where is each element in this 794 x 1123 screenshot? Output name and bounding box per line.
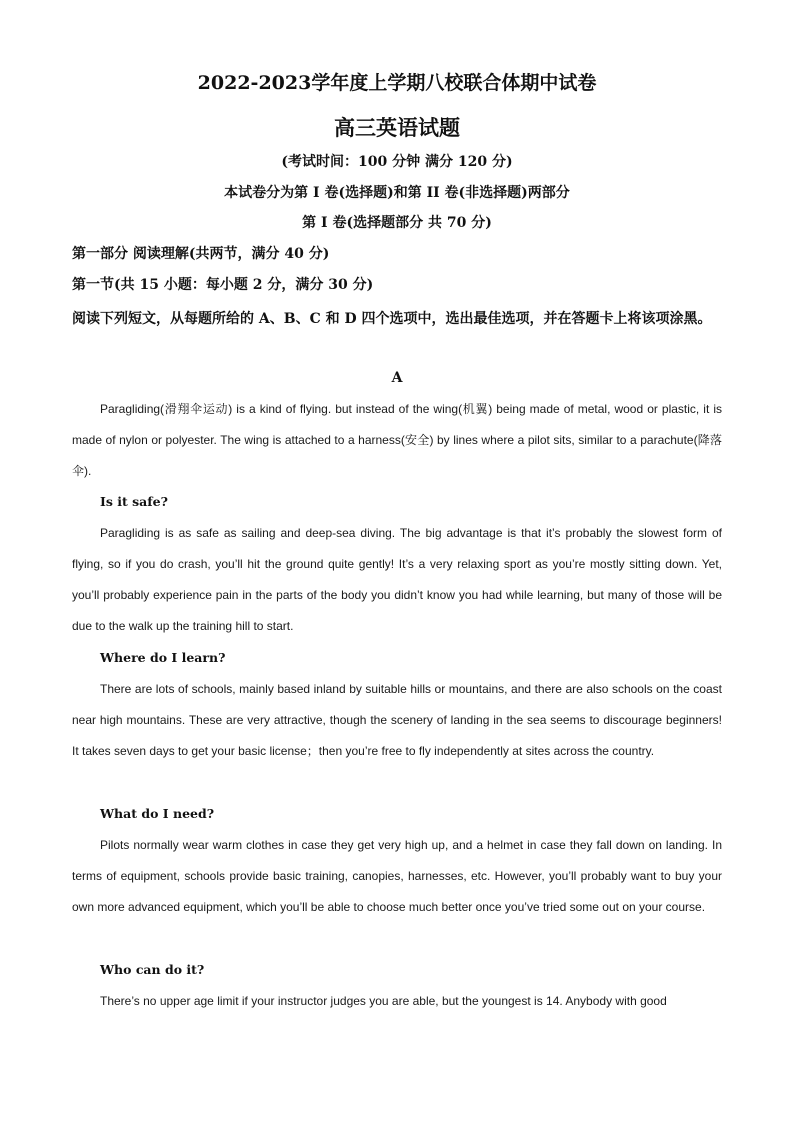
section-paragraph: There are lots of schools, mainly based inland by suitable hills or mountains, and there are also schools on the coast near high mountains. These are very attractive, though the scenery of landing in the sea seems to discourage beginners! It takes seven days to get your basic license；then you’re free to fly independently at sites across the country. bbox=[72, 682, 722, 758]
section-paragraph: Pilots normally wear warm clothes in case they get very high up, and a helmet in case they fall down on landing. In terms of equipment, schools provide basic training, canopies, harnesses, etc. However, you’ll probably want to buy your own more advanced equipment, which you’ll be able to choose much better once you’ve tried some out on your course. bbox=[72, 838, 722, 914]
instructions: 阅读下列短文，从每题所给的 A、B、C 和 D 四个选项中，选出最佳选项，并在答题卡上将该项涂黑。 bbox=[72, 311, 712, 327]
volume-heading: 第 I 卷(选择题部分 共 70 分) bbox=[302, 215, 492, 231]
section-label: 第一节(共 15 小题：每小题 2 分，满分 30 分) bbox=[72, 277, 374, 293]
exam-subtitle: 高三英语试题 bbox=[334, 115, 460, 140]
part-label: 第一部分 阅读理解(共两节，满分 40 分) bbox=[72, 246, 330, 262]
exam-info: (考试时间：100 分钟 满分 120 分) bbox=[281, 154, 513, 170]
passage-intro: Paragliding(滑翔伞运动) is a kind of flying. but instead of the wing(机翼) being made of metal, wood or plastic, it is made of nylon or polyester. The wing is attached to a harness(安全) by lines where a pilot sits, similar to a parachute(降落伞). bbox=[72, 402, 722, 478]
section-heading: Where do I learn? bbox=[100, 650, 226, 665]
exam-title: 2022-2023学年度上学期八校联合体期中试卷 bbox=[197, 72, 597, 94]
section-heading: Who can do it? bbox=[100, 962, 205, 977]
section-heading: Is it safe? bbox=[100, 494, 168, 509]
exam-structure: 本试卷分为第 I 卷(选择题)和第 II 卷(非选择题)两部分 bbox=[224, 185, 570, 201]
passage-label: A bbox=[391, 370, 403, 386]
section-paragraph: There’s no upper age limit if your instructor judges you are able, but the youngest is 14. Anybody with good bbox=[100, 994, 667, 1008]
section-paragraph: Paragliding is as safe as sailing and deep-sea diving. The big advantage is that it’s probably the slowest form of flying, so if you do crash, you’ll hit the ground quite gently! It’s a very relaxing sport as you’re mostly sitting down. Yet, you’ll probably experience pain in the parts of the body you didn’t know you had while learning, but many of those will be due to the walk up the training hill to start. bbox=[72, 526, 722, 633]
section-heading: What do I need? bbox=[100, 806, 215, 821]
